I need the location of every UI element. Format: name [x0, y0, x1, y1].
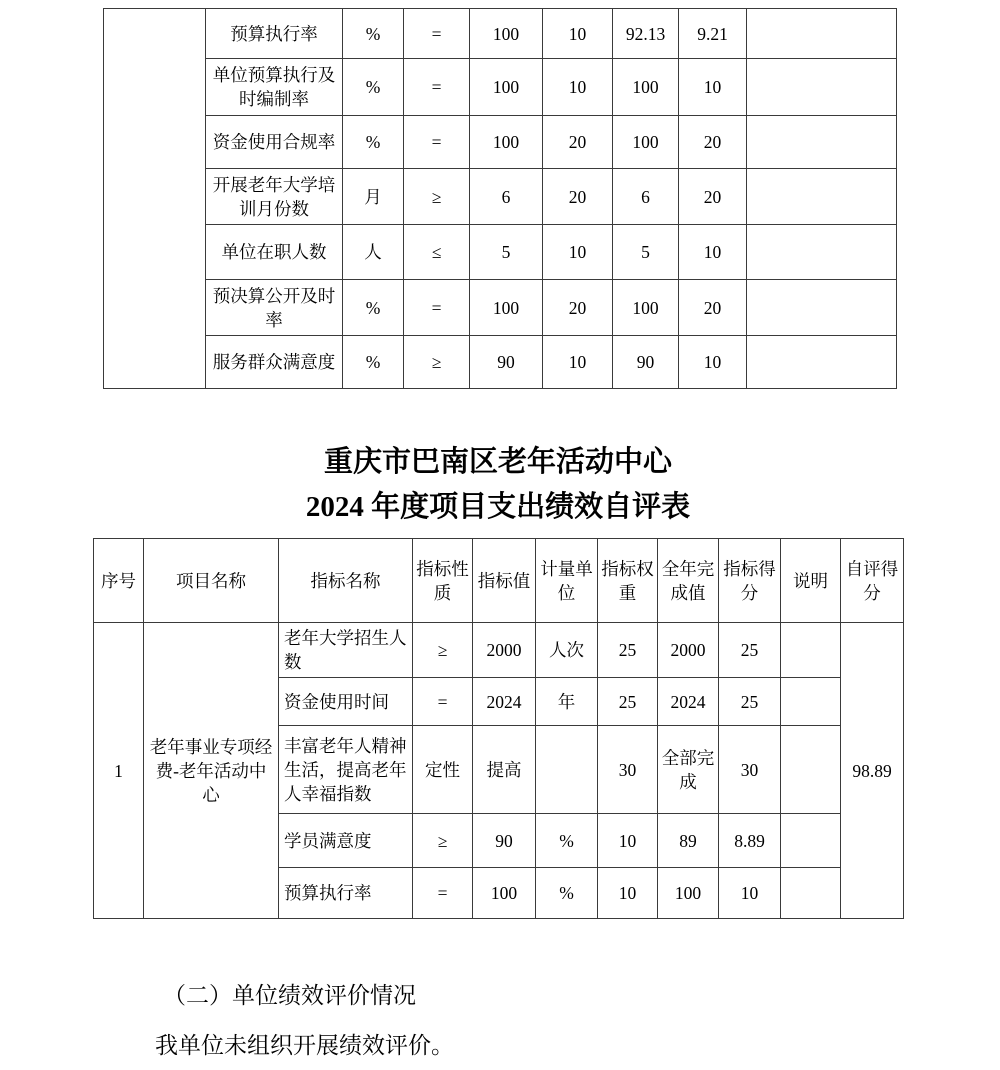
header-note: 说明 [781, 539, 841, 623]
nature-cell: = [404, 116, 470, 169]
table-row [104, 9, 897, 59]
header-target: 指标值 [473, 539, 536, 623]
nature-cell: ≥ [413, 623, 473, 678]
unit-cell: % [343, 116, 404, 169]
score-cell: 10 [679, 225, 747, 280]
note-cell [781, 814, 841, 868]
table-row [104, 225, 897, 280]
score-cell: 20 [679, 280, 747, 336]
note-cell [747, 169, 897, 225]
table-row [94, 623, 904, 678]
nature-cell: = [404, 280, 470, 336]
project-name-cell: 老年事业专项经费-老年活动中心 [144, 623, 279, 919]
nature-cell: = [413, 868, 473, 919]
indicator-name-cell: 老年大学招生人数 [279, 623, 413, 678]
table-row [104, 280, 897, 336]
weight-cell: 10 [543, 336, 613, 389]
table-header-row [94, 539, 904, 623]
actual-value-cell: 100 [658, 868, 719, 919]
actual-value-cell: 100 [613, 116, 679, 169]
table-row [104, 169, 897, 225]
document-title-line2: 2024 年度项目支出绩效自评表 [305, 491, 691, 523]
target-value-cell: 90 [470, 336, 543, 389]
score-cell: 10 [719, 868, 781, 919]
actual-value-cell: 92.13 [613, 9, 679, 59]
indicator-name-cell: 资金使用合规率 [206, 116, 343, 169]
note-cell [747, 280, 897, 336]
target-value-cell: 100 [473, 868, 536, 919]
score-cell: 8.89 [719, 814, 781, 868]
note-cell [781, 726, 841, 814]
nature-cell: ≤ [404, 225, 470, 280]
indicator-name-cell: 学员满意度 [279, 814, 413, 868]
target-value-cell: 100 [470, 59, 543, 116]
header-score: 指标得分 [719, 539, 781, 623]
unit-cell: 年 [536, 678, 598, 726]
section-body: 我单位未组织开展绩效评价。 [155, 1033, 454, 1058]
weight-cell: 20 [543, 116, 613, 169]
actual-value-cell: 100 [613, 280, 679, 336]
score-cell: 10 [679, 59, 747, 116]
seq-cell: 1 [94, 623, 144, 919]
table-row [104, 116, 897, 169]
weight-cell: 10 [543, 59, 613, 116]
header-project-name: 项目名称 [144, 539, 279, 623]
header-indicator-name: 指标名称 [279, 539, 413, 623]
note-cell [781, 623, 841, 678]
indicator-name-cell: 单位预算执行及时编制率 [206, 59, 343, 116]
target-value-cell: 6 [470, 169, 543, 225]
nature-cell: = [413, 678, 473, 726]
weight-cell: 10 [543, 9, 613, 59]
note-cell [747, 225, 897, 280]
project-self-eval-table [93, 538, 904, 919]
indicator-name-cell: 服务群众满意度 [206, 336, 343, 389]
document-title-line1: 重庆市巴南区老年活动中心 [323, 446, 672, 478]
note-cell [781, 678, 841, 726]
header-weight: 指标权重 [598, 539, 658, 623]
weight-cell: 30 [598, 726, 658, 814]
target-value-cell: 提高 [473, 726, 536, 814]
weight-cell: 20 [543, 280, 613, 336]
weight-cell: 10 [543, 225, 613, 280]
header-self-score: 自评得分 [841, 539, 904, 623]
indicator-name-cell: 资金使用时间 [279, 678, 413, 726]
score-cell: 20 [679, 169, 747, 225]
target-value-cell: 100 [470, 280, 543, 336]
score-cell: 9.21 [679, 9, 747, 59]
weight-cell: 25 [598, 678, 658, 726]
actual-value-cell: 90 [613, 336, 679, 389]
actual-value-cell: 2024 [658, 678, 719, 726]
target-value-cell: 2024 [473, 678, 536, 726]
header-actual: 全年完成值 [658, 539, 719, 623]
note-cell [747, 116, 897, 169]
score-cell: 25 [719, 678, 781, 726]
unit-cell: % [343, 59, 404, 116]
weight-cell: 10 [598, 814, 658, 868]
note-cell [747, 59, 897, 116]
nature-cell: ≥ [404, 169, 470, 225]
unit-cell: % [536, 868, 598, 919]
unit-cell: 人次 [536, 623, 598, 678]
actual-value-cell: 5 [613, 225, 679, 280]
header-nature: 指标性质 [413, 539, 473, 623]
actual-value-cell: 全部完成 [658, 726, 719, 814]
score-cell: 10 [679, 336, 747, 389]
target-value-cell: 100 [470, 116, 543, 169]
self-score-cell: 98.89 [841, 623, 904, 919]
unit-cell: 人 [343, 225, 404, 280]
unit-cell: 月 [343, 169, 404, 225]
score-cell: 30 [719, 726, 781, 814]
score-cell: 25 [719, 623, 781, 678]
unit-cell: % [343, 336, 404, 389]
header-unit: 计量单位 [536, 539, 598, 623]
target-value-cell: 90 [473, 814, 536, 868]
target-value-cell: 2000 [473, 623, 536, 678]
weight-cell: 20 [543, 169, 613, 225]
header-seq: 序号 [94, 539, 144, 623]
indicator-name-cell: 单位在职人数 [206, 225, 343, 280]
target-value-cell: 100 [470, 9, 543, 59]
nature-cell: 定性 [413, 726, 473, 814]
nature-cell: ≥ [404, 336, 470, 389]
indicator-name-cell: 预算执行率 [206, 9, 343, 59]
section-heading: （二）单位绩效评价情况 [163, 983, 416, 1008]
table-row [104, 59, 897, 116]
unit-cell: % [343, 280, 404, 336]
indicator-name-cell: 丰富老年人精神生活，提高老年人幸福指数 [279, 726, 413, 814]
note-cell [781, 868, 841, 919]
nature-cell: = [404, 9, 470, 59]
note-cell [747, 9, 897, 59]
weight-cell: 10 [598, 868, 658, 919]
actual-value-cell: 2000 [658, 623, 719, 678]
nature-cell: ≥ [413, 814, 473, 868]
table-row [104, 336, 897, 389]
actual-value-cell: 100 [613, 59, 679, 116]
actual-value-cell: 6 [613, 169, 679, 225]
indicator-name-cell: 开展老年大学培训月份数 [206, 169, 343, 225]
unit-cell: % [536, 814, 598, 868]
unit-cell: % [343, 9, 404, 59]
score-cell: 20 [679, 116, 747, 169]
target-value-cell: 5 [470, 225, 543, 280]
indicator-name-cell: 预算执行率 [279, 868, 413, 919]
actual-value-cell: 89 [658, 814, 719, 868]
unit-cell [536, 726, 598, 814]
merged-left-cell [104, 9, 206, 389]
weight-cell: 25 [598, 623, 658, 678]
overall-indicator-table [103, 8, 897, 389]
indicator-name-cell: 预决算公开及时率 [206, 280, 343, 336]
nature-cell: = [404, 59, 470, 116]
note-cell [747, 336, 897, 389]
